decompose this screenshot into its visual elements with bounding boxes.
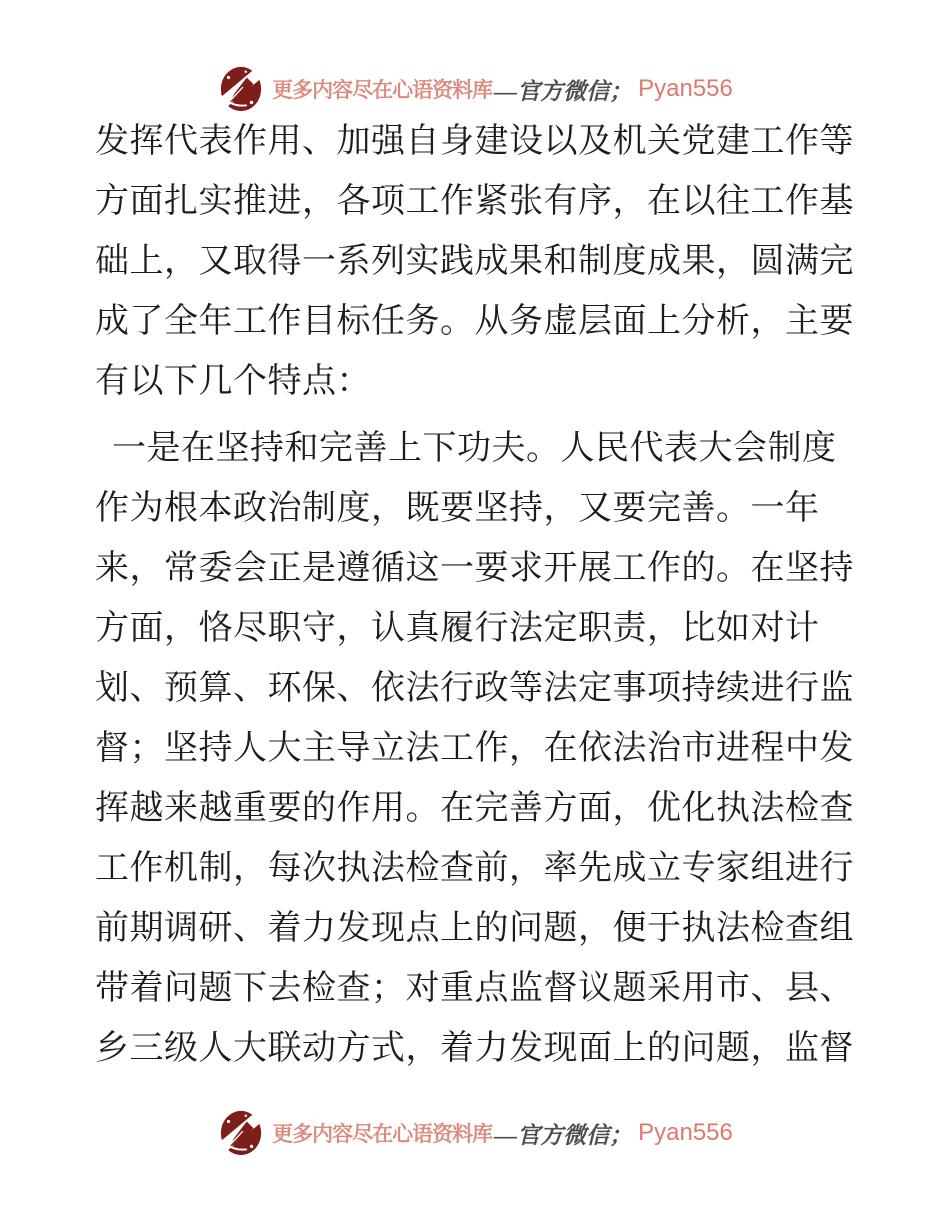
watermark-brand-text: 更多内容尽在心语资料库	[272, 78, 493, 102]
text-line: 一是在坚持和完善上下功夫。人民代表大会制度	[112, 430, 837, 467]
text-line: 成了全年工作目标任务。从务虚层面上分析，主要	[95, 303, 854, 340]
text-line: 来，常委会正是遵循这一要求开展工作的。在坚持	[95, 550, 854, 587]
text-line: 方面，恪尽职守，认真履行法定职责，比如对计	[95, 610, 820, 647]
text-line: 乡三级人大联动方式，着力发现面上的问题，监督	[95, 1030, 854, 1067]
text-line: 带着问题下去检查；对重点监督议题采用市、县、	[95, 970, 854, 1007]
text-line: 督；坚持人大主导立法工作，在依法治市进程中发	[95, 730, 854, 767]
text-line: 础上，又取得一系列实践成果和制度成果，圆满完	[95, 243, 854, 280]
watermark-separator-text: —官方微信；	[494, 1122, 633, 1148]
watermark-wechat-id: Pyan556	[638, 75, 733, 102]
pen-nib-logo-icon	[217, 62, 265, 116]
text-line: 方面扎实推进，各项工作紧张有序，在以往工作基	[95, 183, 854, 220]
text-line: 工作机制，每次执法检查前，率先成立专家组进行	[95, 850, 854, 887]
watermark-brand-text: 更多内容尽在心语资料库	[272, 1122, 493, 1146]
text-line: 有以下几个特点：	[95, 363, 371, 400]
text-line: 划、预算、环保、依法行政等法定事项持续进行监	[95, 670, 854, 707]
footer-watermark	[0, 1106, 950, 1160]
paragraph	[95, 112, 865, 412]
document-body	[95, 112, 865, 1079]
text-line: 挥越来越重要的作用。在完善方面，优化执法检查	[95, 790, 854, 827]
watermark-wechat-id: Pyan556	[638, 1119, 733, 1146]
watermark-separator-text: —官方微信；	[494, 78, 633, 104]
text-line: 作为根本政治制度，既要坚持，又要完善。一年	[95, 490, 820, 527]
text-line: 发挥代表作用、加强自身建设以及机关党建工作等	[95, 123, 854, 160]
pen-nib-logo-icon	[217, 1106, 265, 1160]
text-line: 前期调研、着力发现点上的问题，便于执法检查组	[95, 910, 854, 947]
paragraph	[95, 419, 865, 1079]
header-watermark	[0, 62, 950, 116]
